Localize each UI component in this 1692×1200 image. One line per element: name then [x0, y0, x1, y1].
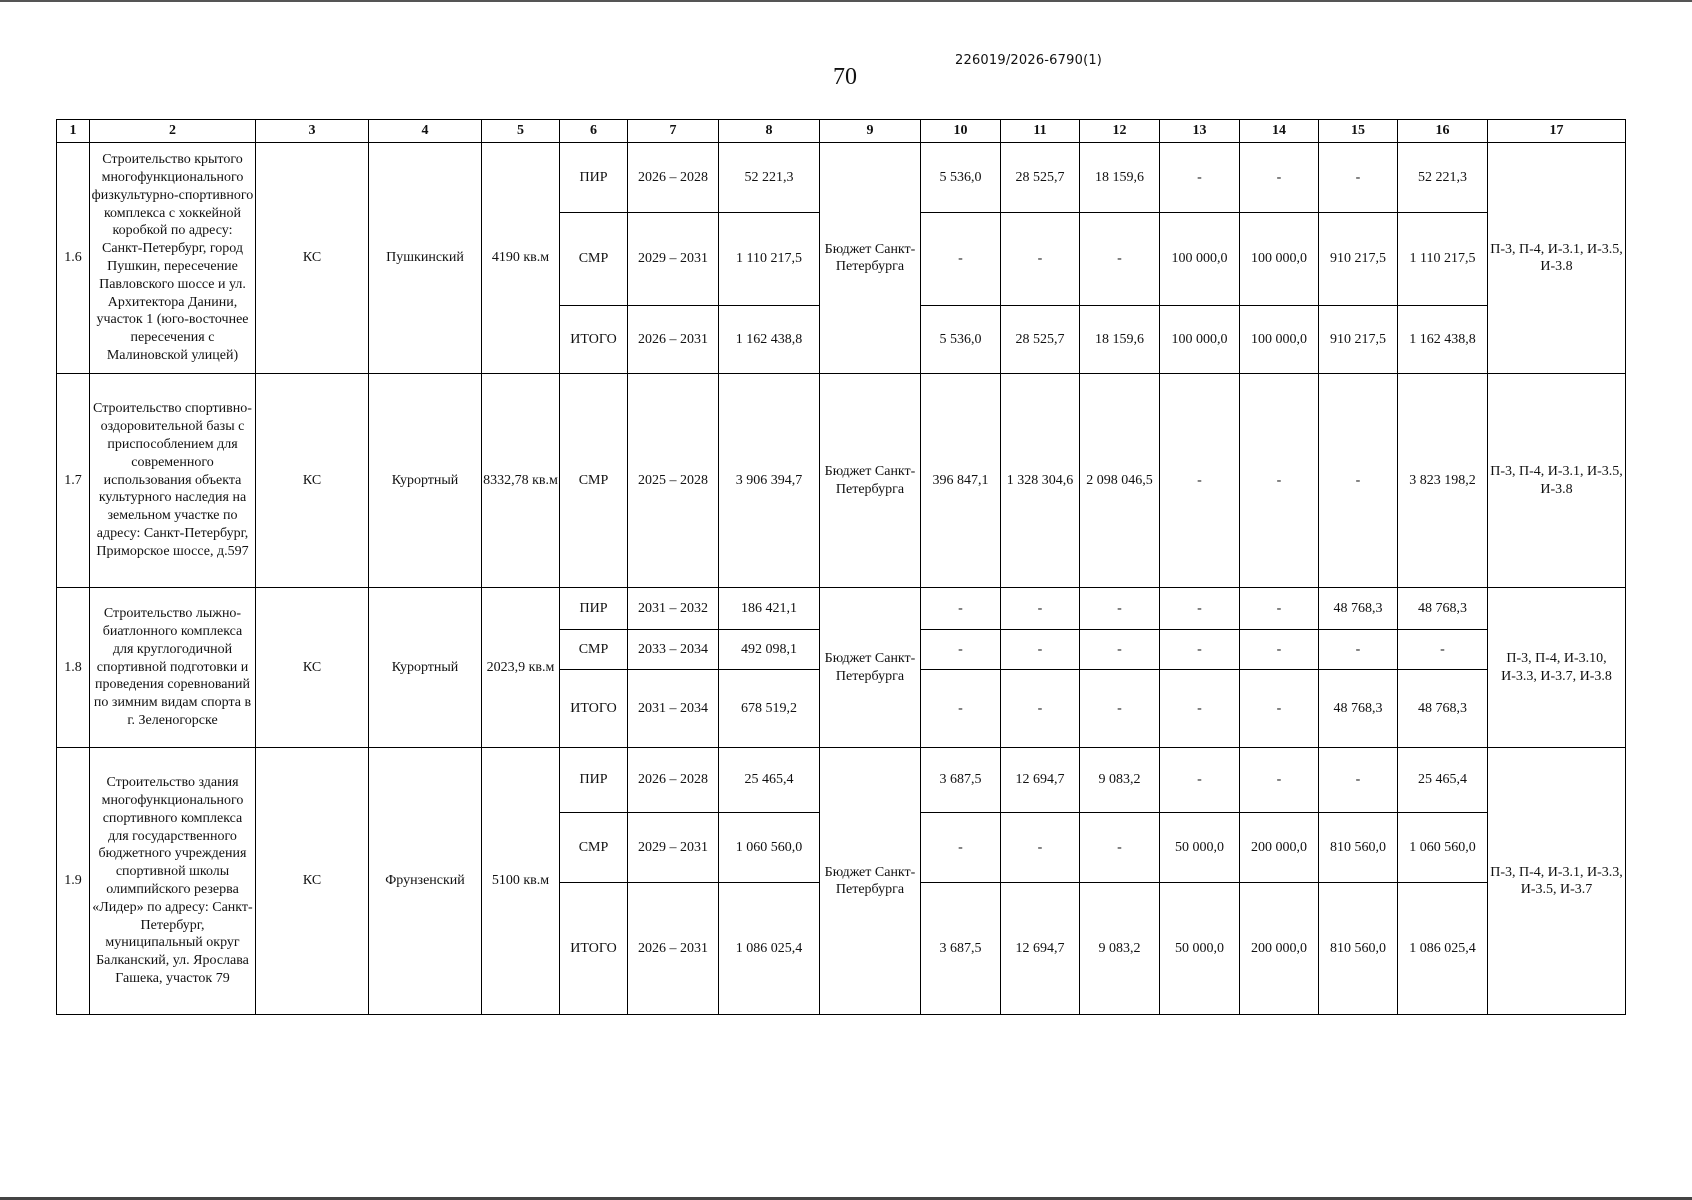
table-row-1-8-pir: [57, 588, 1626, 630]
object-name: Строительство спортивно-оздоровительной базы с приспособлением для современного использования объекта культурного наследия на земельном участке по адресу: Санкт-Петербург, Приморское шоссе, д.597: [90, 374, 256, 588]
cell-10: 5 536,0: [921, 143, 1001, 213]
cell-16: 48 768,3: [1398, 670, 1488, 748]
cell-15: -: [1319, 630, 1398, 670]
funding-source: Бюджет Санкт-Петербурга: [820, 588, 921, 748]
period: 2031 – 2034: [628, 670, 719, 748]
col-header-14: 14: [1240, 120, 1319, 143]
cell-11: 12 694,7: [1001, 748, 1080, 813]
total-cost: 678 519,2: [719, 670, 820, 748]
cell-16: 1 086 025,4: [1398, 883, 1488, 1015]
cell-15: 810 560,0: [1319, 883, 1398, 1015]
object-name: Строительство крытого многофункционального физкультурно-спортивного комплекса с хоккейной коробкой по адресу: Санкт-Петербург, город Пушкин, пересечение Павловского шоссе и ул. Архитектора Данини, участок 1 (юго-восточнее пересечения с Малиновской улицей): [90, 143, 256, 374]
cell-14: 200 000,0: [1240, 883, 1319, 1015]
program-table: [56, 119, 1626, 1015]
cell-15: -: [1319, 374, 1398, 588]
cell-13: 100 000,0: [1160, 306, 1240, 374]
top-border-line: [0, 0, 1692, 2]
indicators: П-3, П-4, И-3.1, И-3.5, И-3.8: [1488, 374, 1626, 588]
cell-13: -: [1160, 670, 1240, 748]
cell-15: 910 217,5: [1319, 213, 1398, 306]
capacity: 4190 кв.м: [482, 143, 560, 374]
stage: СМР: [560, 813, 628, 883]
object-name: Строительство здания многофункционального спортивного комплекса для государственного бюджетного учреждения спортивной школы олимпийского резерва «Лидер» по адресу: Санкт-Петербург, муниципальный округ Балканский, ул. Ярослава Гашека, участок 79: [90, 748, 256, 1015]
row-number: 1.7: [57, 374, 90, 588]
col-header-10: 10: [921, 120, 1001, 143]
cell-14: 100 000,0: [1240, 306, 1319, 374]
col-header-16: 16: [1398, 120, 1488, 143]
cell-12: -: [1080, 588, 1160, 630]
cell-11: 28 525,7: [1001, 306, 1080, 374]
cell-13: -: [1160, 748, 1240, 813]
cell-14: 200 000,0: [1240, 813, 1319, 883]
period: 2026 – 2031: [628, 883, 719, 1015]
stage: ИТОГО: [560, 883, 628, 1015]
cell-11: -: [1001, 630, 1080, 670]
col-header-15: 15: [1319, 120, 1398, 143]
cell-12: 18 159,6: [1080, 306, 1160, 374]
cell-10: -: [921, 813, 1001, 883]
total-cost: 492 098,1: [719, 630, 820, 670]
stage: ПИР: [560, 588, 628, 630]
cell-13: -: [1160, 374, 1240, 588]
cell-11: 28 525,7: [1001, 143, 1080, 213]
col-header-13: 13: [1160, 120, 1240, 143]
cell-12: 9 083,2: [1080, 883, 1160, 1015]
cell-15: -: [1319, 143, 1398, 213]
table-row-1-6-pir: [57, 143, 1626, 213]
period: 2029 – 2031: [628, 813, 719, 883]
stage: ПИР: [560, 748, 628, 813]
indicators: П-3, П-4, И-3.1, И-3.3, И-3.5, И-3.7: [1488, 748, 1626, 1015]
cell-10: 3 687,5: [921, 883, 1001, 1015]
cell-16: 1 162 438,8: [1398, 306, 1488, 374]
cell-16: 1 060 560,0: [1398, 813, 1488, 883]
row-number: 1.8: [57, 588, 90, 748]
stage: СМР: [560, 630, 628, 670]
total-cost: 1 060 560,0: [719, 813, 820, 883]
funding-source: Бюджет Санкт-Петербурга: [820, 748, 921, 1015]
capacity: 8332,78 кв.м: [482, 374, 560, 588]
stage: ПИР: [560, 143, 628, 213]
cell-11: 12 694,7: [1001, 883, 1080, 1015]
capacity: 5100 кв.м: [482, 748, 560, 1015]
district: Курортный: [369, 588, 482, 748]
cell-11: -: [1001, 670, 1080, 748]
page-number: 70: [833, 64, 857, 90]
cell-11: -: [1001, 213, 1080, 306]
object-type: КС: [256, 143, 369, 374]
object-type: КС: [256, 748, 369, 1015]
cell-16: 52 221,3: [1398, 143, 1488, 213]
col-header-9: 9: [820, 120, 921, 143]
stage: СМР: [560, 213, 628, 306]
cell-14: -: [1240, 588, 1319, 630]
row-number: 1.9: [57, 748, 90, 1015]
col-header-3: 3: [256, 120, 369, 143]
cell-16: 48 768,3: [1398, 588, 1488, 630]
cell-13: 50 000,0: [1160, 883, 1240, 1015]
cell-10: -: [921, 213, 1001, 306]
indicators: П-3, П-4, И-3.10, И-3.3, И-3.7, И-3.8: [1488, 588, 1626, 748]
table-row-1-7-smr: [57, 374, 1626, 588]
cell-13: -: [1160, 143, 1240, 213]
period: 2031 – 2032: [628, 588, 719, 630]
cell-13: 100 000,0: [1160, 213, 1240, 306]
cell-14: -: [1240, 143, 1319, 213]
district: Пушкинский: [369, 143, 482, 374]
total-cost: 186 421,1: [719, 588, 820, 630]
funding-source: Бюджет Санкт-Петербурга: [820, 374, 921, 588]
col-header-4: 4: [369, 120, 482, 143]
funding-source: Бюджет Санкт-Петербурга: [820, 143, 921, 374]
cell-12: -: [1080, 813, 1160, 883]
cell-10: -: [921, 630, 1001, 670]
cell-15: 48 768,3: [1319, 588, 1398, 630]
stage: СМР: [560, 374, 628, 588]
period: 2026 – 2028: [628, 143, 719, 213]
cell-12: -: [1080, 213, 1160, 306]
cell-10: 3 687,5: [921, 748, 1001, 813]
col-header-11: 11: [1001, 120, 1080, 143]
cell-16: 1 110 217,5: [1398, 213, 1488, 306]
cell-11: -: [1001, 588, 1080, 630]
col-header-8: 8: [719, 120, 820, 143]
col-header-2: 2: [90, 120, 256, 143]
total-cost: 25 465,4: [719, 748, 820, 813]
cell-16: -: [1398, 630, 1488, 670]
cell-13: 50 000,0: [1160, 813, 1240, 883]
cell-16: 25 465,4: [1398, 748, 1488, 813]
col-header-5: 5: [482, 120, 560, 143]
cell-10: 396 847,1: [921, 374, 1001, 588]
object-type: КС: [256, 374, 369, 588]
cell-12: -: [1080, 630, 1160, 670]
cell-15: 810 560,0: [1319, 813, 1398, 883]
cell-11: -: [1001, 813, 1080, 883]
period: 2025 – 2028: [628, 374, 719, 588]
cell-13: -: [1160, 630, 1240, 670]
col-header-17: 17: [1488, 120, 1626, 143]
cell-14: -: [1240, 630, 1319, 670]
cell-12: -: [1080, 670, 1160, 748]
col-header-12: 12: [1080, 120, 1160, 143]
cell-15: -: [1319, 748, 1398, 813]
total-cost: 1 110 217,5: [719, 213, 820, 306]
cell-14: -: [1240, 670, 1319, 748]
col-header-6: 6: [560, 120, 628, 143]
cell-12: 2 098 046,5: [1080, 374, 1160, 588]
total-cost: 3 906 394,7: [719, 374, 820, 588]
stage: ИТОГО: [560, 306, 628, 374]
cell-11: 1 328 304,6: [1001, 374, 1080, 588]
object-type: КС: [256, 588, 369, 748]
cell-10: -: [921, 670, 1001, 748]
cell-15: 48 768,3: [1319, 670, 1398, 748]
district: Фрунзенский: [369, 748, 482, 1015]
cell-12: 18 159,6: [1080, 143, 1160, 213]
stage: ИТОГО: [560, 670, 628, 748]
capacity: 2023,9 кв.м: [482, 588, 560, 748]
column-number-row: [57, 120, 1626, 143]
document-id: 226019/2026-6790(1): [955, 53, 1103, 68]
table-row-1-9-pir: [57, 748, 1626, 813]
period: 2026 – 2028: [628, 748, 719, 813]
object-name: Строительство лыжно-биатлонного комплекса для круглогодичной спортивной подготовки и проведения соревнований по зимним видам спорта в г. Зеленогорске: [90, 588, 256, 748]
col-header-1: 1: [57, 120, 90, 143]
total-cost: 1 162 438,8: [719, 306, 820, 374]
cell-16: 3 823 198,2: [1398, 374, 1488, 588]
cell-10: 5 536,0: [921, 306, 1001, 374]
cell-10: -: [921, 588, 1001, 630]
period: 2029 – 2031: [628, 213, 719, 306]
period: 2026 – 2031: [628, 306, 719, 374]
cell-13: -: [1160, 588, 1240, 630]
cell-15: 910 217,5: [1319, 306, 1398, 374]
total-cost: 1 086 025,4: [719, 883, 820, 1015]
cell-14: 100 000,0: [1240, 213, 1319, 306]
col-header-7: 7: [628, 120, 719, 143]
row-number: 1.6: [57, 143, 90, 374]
cell-14: -: [1240, 374, 1319, 588]
cell-14: -: [1240, 748, 1319, 813]
total-cost: 52 221,3: [719, 143, 820, 213]
district: Курортный: [369, 374, 482, 588]
cell-12: 9 083,2: [1080, 748, 1160, 813]
period: 2033 – 2034: [628, 630, 719, 670]
indicators: П-3, П-4, И-3.1, И-3.5, И-3.8: [1488, 143, 1626, 374]
